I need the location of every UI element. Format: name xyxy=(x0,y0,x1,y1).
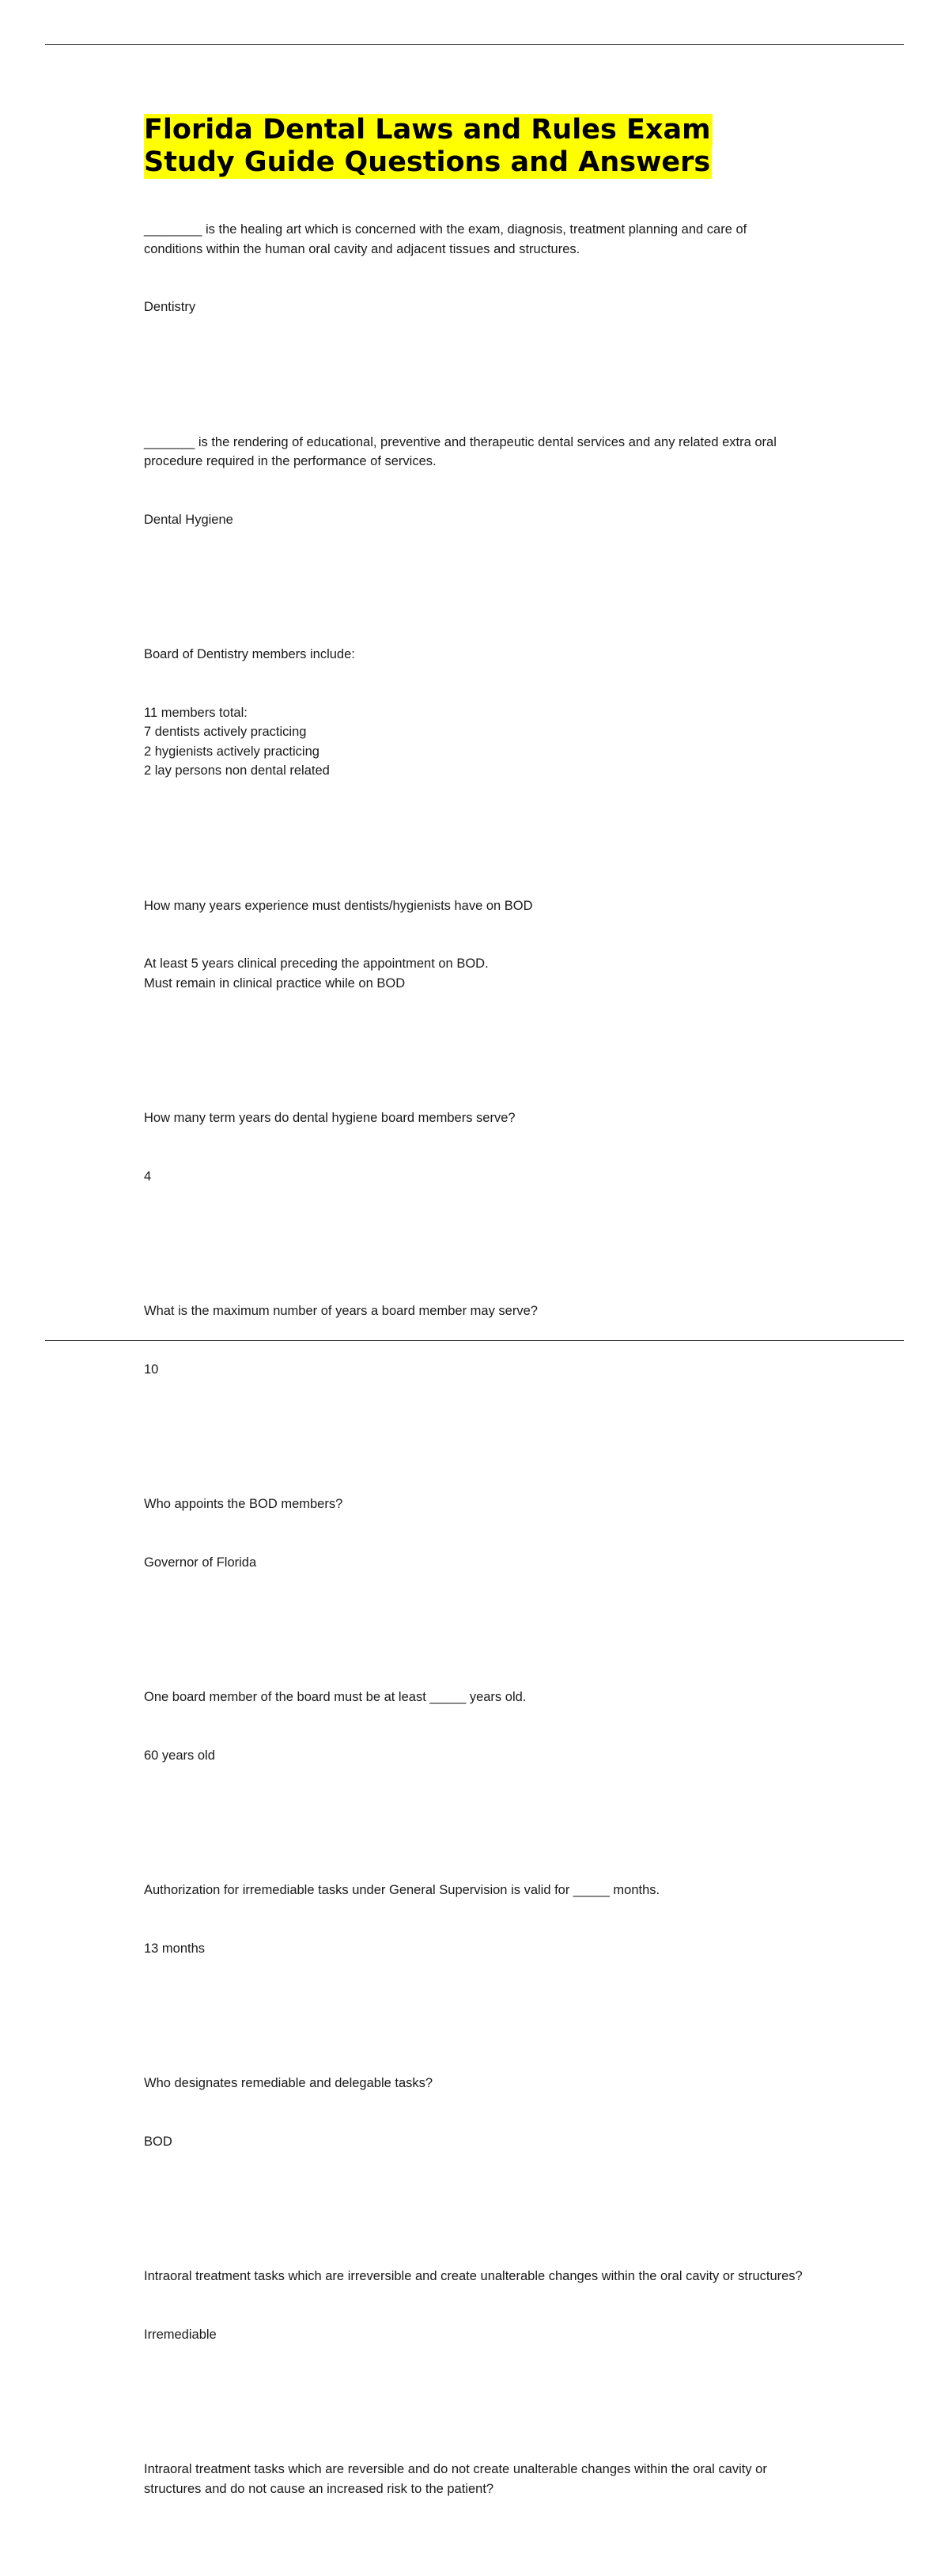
question-text: ________ is the healing art which is concerned with the exam, diagnosis, treatment planning and care of conditions within the human oral cavity and adjacent tissues and structures. xyxy=(144,222,751,256)
answer-text: 4 xyxy=(144,1169,152,1184)
qa-item xyxy=(144,2035,808,2190)
answer-text: 11 members total: 7 dentists actively practicing 2 hygienists actively practicing 2 lay persons non dental related xyxy=(144,705,330,778)
qa-item xyxy=(144,1070,808,1225)
question-text: How many term years do dental hygiene board members serve? xyxy=(144,1111,516,1125)
question-text: Authorization for irremediable tasks under General Supervision is valid for _____ months. xyxy=(144,1883,660,1897)
qa-item xyxy=(144,858,808,1032)
question-text: _______ is the rendering of educational, preventive and therapeutic dental services and any related extra oral procedure required in the performance of services. xyxy=(144,434,781,468)
question-text: Intraoral treatment tasks which are irreversible and create unalterable changes within the oral cavity or structures? xyxy=(144,2269,803,2283)
header-rule xyxy=(45,44,904,45)
document-title xyxy=(144,114,808,179)
answer-text: 60 years old xyxy=(144,1748,215,1763)
answer-text: At least 5 years clinical preceding the appointment on BOD. Must remain in clinical practice while on BOD xyxy=(144,957,489,991)
question-text: Who appoints the BOD members? xyxy=(144,1497,343,1511)
answer-text: Governor of Florida xyxy=(144,1555,257,1570)
qa-item xyxy=(144,1456,808,1611)
question-text: How many years experience must dentists/hygienists have on BOD xyxy=(144,898,533,913)
qa-item xyxy=(144,181,808,356)
answer-text: Dentistry xyxy=(144,300,196,314)
question-text: One board member of the board must be at least _____ years old. xyxy=(144,1690,527,1704)
answer-text: Irremediable xyxy=(144,2327,217,2342)
qa-item xyxy=(144,2228,808,2383)
title-line-1: Florida Dental Laws and Rules Exam xyxy=(144,114,711,146)
title-line-2: Study Guide Questions and Answers xyxy=(144,146,711,178)
question-text: Board of Dentistry members include: xyxy=(144,647,355,661)
qa-item xyxy=(144,1649,808,1804)
answer-text: BOD xyxy=(144,2134,172,2149)
answer-text: 13 months xyxy=(144,1941,206,1956)
document-page xyxy=(144,114,808,2576)
qa-item xyxy=(144,2421,808,2576)
answer-text: Dental Hygiene xyxy=(144,512,233,527)
question-text: Who designates remediable and delegable tasks? xyxy=(144,2076,433,2090)
question-text: Intraoral treatment tasks which are reversible and do not create unalterable changes within the oral cavity or structures and do not cause an increased risk to the patient? xyxy=(144,2462,771,2496)
answer-text: 10 xyxy=(144,1362,159,1377)
footer-rule xyxy=(45,1340,904,1341)
qa-item xyxy=(144,606,808,820)
qa-list xyxy=(144,181,808,2576)
qa-item xyxy=(144,1842,808,1997)
qa-item xyxy=(144,394,808,569)
question-text: What is the maximum number of years a board member may serve? xyxy=(144,1304,538,1318)
